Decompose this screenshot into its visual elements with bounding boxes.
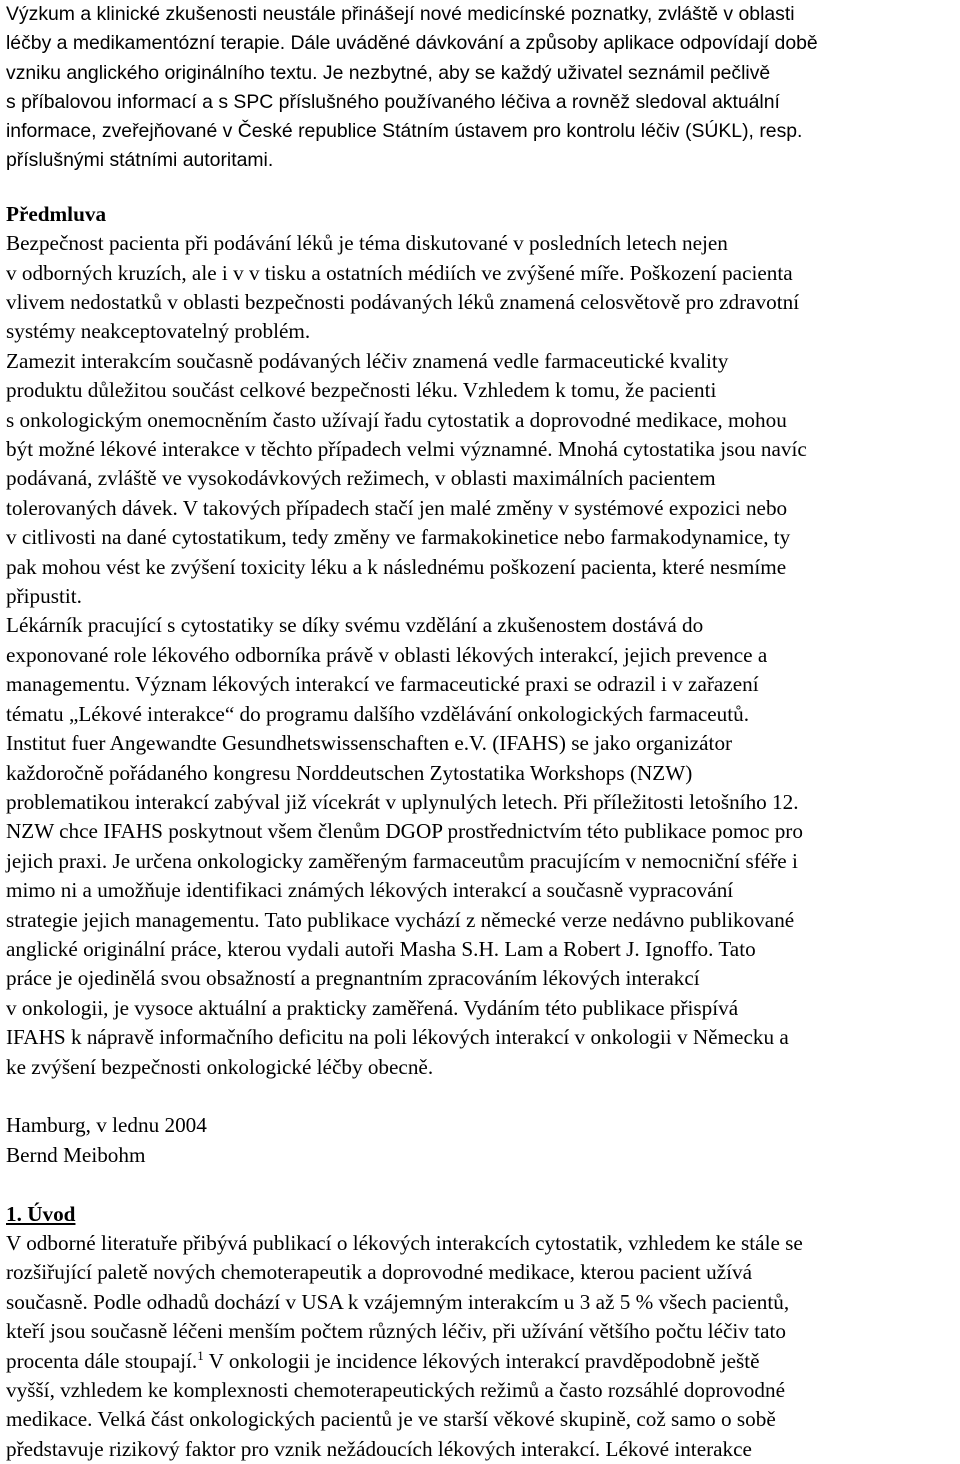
text-fragment: V onkologii je incidence lékových interakcí pravděpodobně ještě (203, 1348, 760, 1373)
text-line: v odborných kruzích, ale i v v tisku a ostatních médiích ve zvýšené míře. Poškození pacienta (6, 260, 793, 285)
text-line: připustit. (6, 584, 82, 609)
section-heading-uvod: 1. Úvod (6, 1201, 76, 1226)
text-line: IFAHS k nápravě informačního deficitu na poli lékových interakcí v onkologii v Německu a (6, 1025, 789, 1050)
uvod-body (6, 1229, 958, 1464)
predmluva-body (6, 229, 958, 1082)
text-line: představuje rizikový faktor pro vznik nežádoucích lékových interakcí. Lékové interakce (6, 1436, 752, 1461)
section-heading-predmluva: Předmluva (6, 201, 107, 226)
text-line: problematikou interakcí zabýval již vícekrát v uplynulých letech. Při příležitosti letošního 12. (6, 789, 799, 814)
intro-line: příslušnými státními autoritami. (6, 149, 274, 172)
spacer (6, 1170, 958, 1199)
text-line: exponované role lékového odborníka právě v oblasti lékových interakcí, jejich prevence a (6, 642, 768, 667)
text-fragment: procenta dále stoupají. (6, 1348, 198, 1373)
text-line: anglické originální práce, kterou vydali autoři Masha S.H. Lam a Robert J. Ignoffo. Tato (6, 936, 756, 961)
intro-line: Výzkum a klinické zkušenosti neustále přinášejí nové medicínské poznatky, zvláště v oblasti (6, 3, 795, 25)
text-line: medikace. Velká část onkologických pacientů je ve starší věkové skupině, což samo o sobě (6, 1407, 776, 1432)
text-line: Institut fuer Angewandte Gesundhetswissenschaften e.V. (IFAHS) se jako organizátor (6, 731, 733, 756)
intro-line: vzniku anglického originálního textu. Je nezbytné, aby se každý uživatel seznámil pečlivě (6, 61, 771, 84)
intro-paragraph (6, 0, 958, 176)
text-line: Lékárník pracující s cytostatiky se díky svému vzdělání a zkušenostem dostává do (6, 613, 704, 638)
text-line: současně. Podle odhadů dochází v USA k vzájemným interakcím u 3 až 5 % všech pacientů, (6, 1289, 790, 1314)
text-line: být možné lékové interakce v těchto případech velmi významné. Mnohá cytostatika jsou navíc (6, 437, 807, 462)
intro-line: s příbalovou informací a s SPC příslušného používaného léčiva a rovněž sledoval aktuální (6, 90, 780, 113)
text-line: pak mohou vést ke zvýšení toxicity léku a k následnému poškození pacienta, které nesmíme (6, 554, 787, 579)
text-line: s onkologickým onemocněním často užívají řadu cytostatik a doprovodné medikace, mohou (6, 407, 787, 432)
text-line: rozšiřující paletě nových chemoterapeutik a doprovodné medikace, kterou pacient užívá (6, 1260, 752, 1285)
text-line: práce je ojedinělá svou obsažností a pregnantním zpracováním lékových interakcí (6, 966, 700, 991)
text-line: systémy neakceptovatelný problém. (6, 319, 311, 344)
text-line: tématu „Lékové interakce“ do programu dalšího vzdělávání onkologických farmaceutů. (6, 701, 750, 726)
text-line-with-footnote (6, 1347, 958, 1376)
text-line: v onkologii, je vysoce aktuální a prakticky zaměřená. Vydáním této publikace přispívá (6, 995, 739, 1020)
text-line: mimo ni a umožňuje identifikaci známých lékových interakcí a současně vypracování (6, 878, 734, 903)
signature-block (6, 1111, 958, 1170)
intro-line: informace, zveřejňované v České republice Státním ústavem pro kontrolu léčiv (SÚKL), resp. (6, 120, 803, 143)
text-line: Bezpečnost pacienta při podávání léků je téma diskutované v posledních letech nejen (6, 231, 728, 256)
text-line: kteří jsou současně léčeni menším počtem různých léčiv, při užívání většího počtu léčiv tato (6, 1319, 786, 1344)
text-line: Zamezit interakcím současně podávaných léčiv znamená vedle farmaceutické kvality (6, 348, 729, 373)
footnote-reference: 1 (197, 1347, 204, 1363)
text-line: managementu. Význam lékových interakcí ve farmaceutické praxi se odrazil i v zařazení (6, 672, 759, 697)
spacer (6, 176, 958, 200)
text-line: každoročně pořádaného kongresu Norddeutschen Zytostatika Workshops (NZW) (6, 760, 693, 785)
signature-place-date: Hamburg, v lednu 2004 (6, 1113, 207, 1138)
signature-name: Bernd Meibohm (6, 1142, 146, 1167)
text-line: podávaná, zvláště ve vysokodávkových režimech, v oblasti maximálních pacientem (6, 466, 716, 491)
intro-line: léčby a medikamentózní terapie. Dále uváděné dávkování a způsoby aplikace odpovídají době (6, 32, 818, 55)
text-line: strategie jejich managementu. Tato publikace vychází z německé verze nedávno publikované (6, 907, 795, 932)
text-line: tolerovaných dávek. V takových případech stačí jen malé změny v systémové expozici nebo (6, 495, 788, 520)
document-page (6, 0, 958, 1464)
spacer (6, 1082, 958, 1111)
text-line: ke zvýšení bezpečnosti onkologické léčby obecně. (6, 1054, 434, 1079)
text-line: NZW chce IFAHS poskytnout všem členům DGOP prostřednictvím této publikace pomoc pro (6, 819, 803, 844)
text-line: produktu důležitou součást celkové bezpečnosti léku. Vzhledem k tomu, že pacienti (6, 378, 717, 403)
text-line: V odborné literatuře přibývá publikací o lékových interakcích cytostatik, vzhledem ke stále se (6, 1230, 803, 1255)
text-line: vyšší, vzhledem ke komplexnosti chemoterapeutických režimů a často rozsáhlé doprovodné (6, 1378, 785, 1402)
text-line: vlivem nedostatků v oblasti bezpečnosti podávaných léků znamená celosvětově pro zdravotní (6, 290, 800, 314)
text-line: jejich praxi. Je určena onkologicky zaměřeným farmaceutům pracujícím v nemocniční sféře i (6, 848, 798, 873)
text-line: v citlivosti na dané cytostatikum, tedy změny ve farmakokinetice nebo farmakodynamice, ty (6, 525, 791, 550)
